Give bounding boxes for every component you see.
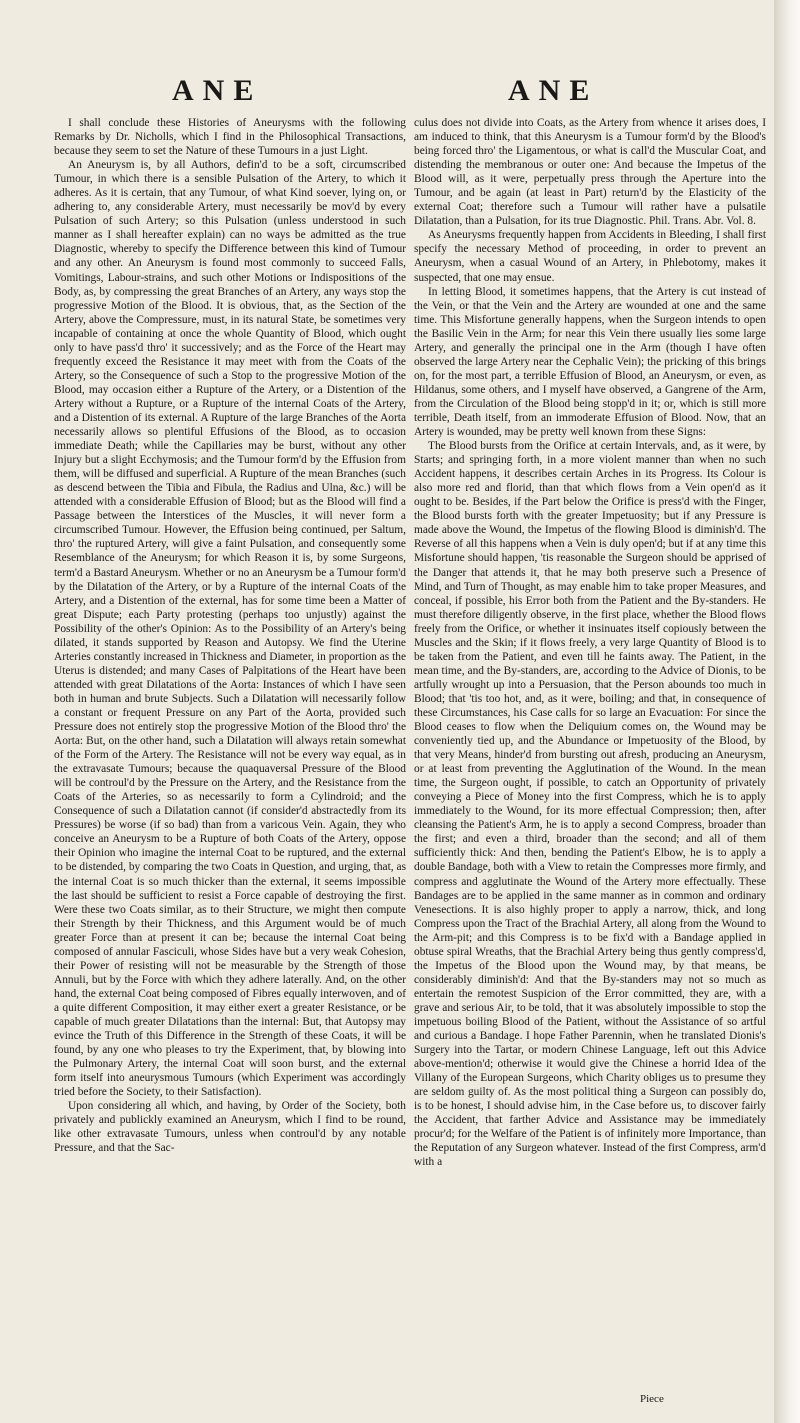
paragraph: Upon considering all which, and having, by Order of the Society, both privately and publickly examined an Aneurysm, which I find to be round, like other extravasate Tumours, unless when controul'd by any notable Pressure, and that the Sac- xyxy=(54,1100,406,1155)
left-column xyxy=(54,116,406,1155)
paragraph: As Aneurysms frequently happen from Accidents in Bleeding, I shall first specify the necessary Method of proceeding, in order to prevent an Aneurysm, when a casual Wound of an Artery, in Phlebotomy, makes it suspected, that one may ensue. xyxy=(414,229,766,284)
running-head-right: ANE xyxy=(508,74,599,107)
paragraph: In letting Blood, it sometimes happens, that the Artery is cut instead of the Vein, or that the Vein and the Artery are wounded at one and the same time. This Misfortune generally happens, when the Surgeon intends to open the Basilic Vein in the Arm; for near this Vein there usually lies some large Artery, and generally the principal one in the Arm (though I have often observed the large Artery near the Cephalic Vein); the pricking of this brings on, for the most part, a terrible Effusion of Blood, an Aneurysm, or even, as Hildanus, some others, and I myself have observed, a Gangrene of the Arm, from the Circulation of the Blood being stopp'd in it; or, which is still more terrible, Death itself, from an immoderate Effusion of Blood. Now, that an Artery is wounded, may be pretty well known from these Signs: xyxy=(414,285,766,439)
catchword: Piece xyxy=(640,1393,664,1405)
paragraph: I shall conclude these Histories of Aneurysms with the following Remarks by Dr. Nicholls, which I find in the Philosophical Transactions, because they seem to set the Nature of these Tumours in a just Light. xyxy=(54,117,406,158)
paragraph: An Aneurysm is, by all Authors, defin'd to be a soft, circumscribed Tumour, in which there is a sensible Pulsation of the Artery, to which it adheres. As it is certain, that any Tumour, of what Kind soever, lying on, or adhering to, any considerable Artery, must necessarily be mov'd by every Pulsation of such Artery; so this Pulsation (unless understood in such manner as I shall hereafter explain) can no ways be admitted as the true Diagnostic, whereby to specify the Difference between this kind of Tumour and any other. An Aneurysm is found most commonly to succeed Falls, Vomitings, Labour-strains, and such other Motions or Indispositions of the Body, as, by compressing the great Branches of an Artery, any ways stop the progressive Motion of the Blood. It is obvious, that, as the Section of the Artery, above the Compressure, must, in its natural State, be sometimes very incapable of containing at once the whole Quantity of Blood, which ought only to have pass'd thro' it successively; and as the Force of the Heart may frequently exceed the Resistance it may meet with from the Coats of the Artery, so the Consequence of such a Stop to the progressive Motion of the Blood, may occasion either a Rupture of the Artery, or a Distention of the Artery without a Rupture, or a Rupture of the internal Coats of the Artery, and a Distention of its external. A Rupture of the large Branches of the Aorta necessarily allows so plentiful Effusions of the Blood, as to occasion immediate Death; while the Capillaries may be burst, without any other Injury but a slight Ecchymosis; and the Tumour form'd by the Effusion from them, will be diffused and superficial. A Rupture of the mean Branches (such as descend between the Tibia and Fibula, the Radius and Ulna, &c.) will be attended with a considerable Effusion of Blood; but as the Blood will find a Passage between the Interstices of the Muscles, it will never form a circumscribed Tumour. However, the Effusion being continued, per Saltum, thro' the ruptured Artery, will give a faint Pulsation, and consequently some Resemblance of the Aneurysm; for which Reason it is, by some Surgeons, term'd a Bastard Aneurysm. Whether or no an Aneurysm be a Tumour form'd by the Dilatation of the Artery, or by a Rupture of the internal Coats of the Artery, and a Distention of the external, has for some time been a Matter of great Dispute; each Party protesting (perhaps too unjustly) against the Possibility of the other's Opinion: As to the Possibility of an Artery's being dilated, it stands supported by Reason and Autopsy. We find the Uterine Arteries constantly increased in Thickness and Diameter, in proportion as the Uterus is distended; and many Cases of Palpitations of the Heart have been attended with great Dilatations of the Aorta: Instances of which I have seen both in human and brute Subjects. Such a Dilatation will necessarily follow a constant or frequent Pressure on any Part of the Aorta, provided such Pressure does not entirely stop the progressive Motion of the Blood thro' the Aorta: But, on the other hand, such a Dilatation will always retain somewhat of the Form of the Artery. The Resistance will not be every way equal, as in the extravasate Tumours; because the quaquaversal Pressure of the Blood will be controul'd by the Pressure on the Artery, and the Resistance from the Coats of the Arteries, so as necessarily to form a Cylindroid; and the Consequence of such a Dilatation cannot (if consider'd abstractedly from its Pressures) be worse (if so bad) than from a varicous Vein. Again, they who conceive an Aneurysm to be a Rupture of both Coats of the Artery, oppose their Opinion who imagine the internal Coat to be ruptured, and the external to be distended, by comparing the two Coats in Question, and urging, that, as the internal Coat is so much thicker than the external, it seems impossible the last should be sufficient to resist a Force capable of destroying the first. Were these two Coats similar, as to their Structure, we might then compute their Strength by their Thickness, and this Argument would be of much greater Force than at present it can be; because the internal Coat being composed of annular Fasciculi, whose Sides have but a very weak Cohesion, their Power of resisting will not be measurable by the Strength of those Annuli, but by the Force with which they adhere laterally. And, on the other hand, the external Coat being composed of Fibres equally interwoven, and of a quite different Composition, it may either exert a greater Resistance, or be capable of much greater Dilatations than the internal: But, that Autopsy may evince the Truth of this Difference in the Strength of these Coats, it will be found, by any one who pleases to try the Experiment, that, by blowing into the Pulmonary Artery, the internal Coat will soon burst, and the external form itself into aneurysmous Tumours (which Experiment was accordingly tried before the Society, to their Satisfaction). xyxy=(54,159,406,1099)
paragraph: culus does not divide into Coats, as the Artery from whence it arises does, I am induced to think, that this Aneurysm is a Tumour form'd by the Blood's being forced thro' the Ligamentous, or what is call'd the Muscular Coat, and distending the membranous or outer one: And because the Impetus of the Blood will, as it were, perpetually press through the Aperture into the Tumour, and be again (at least in Part) return'd by the Elasticity of the external Coat; therefore such a Tumour will rather have a pulsatile Dilatation, than a Pulsation, for its true Diagnostic. Phil. Trans. Abr. Vol. 8. xyxy=(414,117,766,228)
right-column xyxy=(414,116,766,1170)
paragraph: The Blood bursts from the Orifice at certain Intervals, and, as it were, by Starts; and springing forth, in a more violent manner than when no such Accident happens, it describes certain Arches in its Progress. Its Colour is also more red and florid, than that which flows from a Vein open'd as it ought to be. Besides, if the Part below the Orifice is press'd with the Finger, the Blood bursts forth with the greater Impetuosity; but if any Pressure is made above the Wound, the Impetus of the flowing Blood is diminish'd. The Reverse of all this happens when a Vein is duly open'd; but if at any time this Misfortune should happen, 'tis reasonable the Surgeon should be apprised of the Danger that attends it, that he may both preserve such a Presence of Mind, and Turn of Thought, as may enable him to take proper Measures, and conceal, if possible, his Error both from the Patient and the By-standers. He must therefore diligently observe, in the first place, whether the Blood flows freely from the Orifice, or whether it insinuates itself copiously between the Muscles and the Skin; if it flows freely, a very large Quantity of Blood is to be taken from the Patient, and even till he faints away. The Patient, in the mean time, and the By-standers, are, according to the Advice of Dionis, to be artfully wrought up into a Persuasion, that the Person abounds too much in Blood; that 'tis too hot, and, as it were, boiling; and that, in consequence of these Circumstances, his Case calls for so large an Evacuation: For since the Blood ceases to flow when the Deliquium comes on, the Wound may be conveniently tied up, and the Abundance or Impetuosity of the Blood, by that very Means, hinder'd from bursting out afresh, producing an Aneurysm, or at least from preventing the Agglutination of the Wound. In the mean time, the Surgeon ought, if possible, to catch an Opportunity of privately conveying a Piece of Money into the first Compress, which he is to apply immediately to the Wound, for its more effectual Compression; then, after cleansing the Patient's Arm, he is to apply a second Compress, broader than the first; and even a third, broader than the second; and all of them sufficiently thick: And then, bending the Patient's Elbow, he is to apply a double Bandage, both with a View to retain the Compresses more firmly, and compress and agglutinate the Wound of the Artery more effectually. These Bandages are to be applied in the same manner as in common and ordinary Venesections. It is also highly proper to apply a narrow, thick, and long Compress upon the Tract of the Brachial Artery, all along from the Wound to the Arm-pit; and this Compress is to be fix'd with a Bandage applied in obtuse spiral Wreaths, that the Brachial Artery being thus gently compress'd, the Impetus of the Blood upon the Wound may, by that means, be considerably diminish'd: And that the By-standers may not so much as entertain the remotest Suspicion of the Error committed, they are, with a grave and serious Air, to be told, that it was absolutely impossible to stop the impetuous boiling Blood of the Patient, without the Assistance of so artful and curious a Bandage. I hope Father Parennin, when he translated Dionis's Surgery into the Tartar, or modern Chinese Language, left out this Advice above-mention'd; otherwise it would give the Chinese a horrid Idea of the Villany of the European Surgeons, which Charity obliges us to presume they are seldom guilty of. As the most political thing a Surgeon can possibly do, is to be honest, I should advise him, in the Case before us, to discover fairly the Accident, that farther Advice and Assistance may be immediately procur'd; for the Welfare of the Patient is of infinitely more Importance, than the Reputation of any Surgeon whatever. Instead of the first Compress, arm'd with a xyxy=(414,440,766,1169)
running-head-left: ANE xyxy=(172,74,263,107)
page-gutter xyxy=(774,0,800,1423)
